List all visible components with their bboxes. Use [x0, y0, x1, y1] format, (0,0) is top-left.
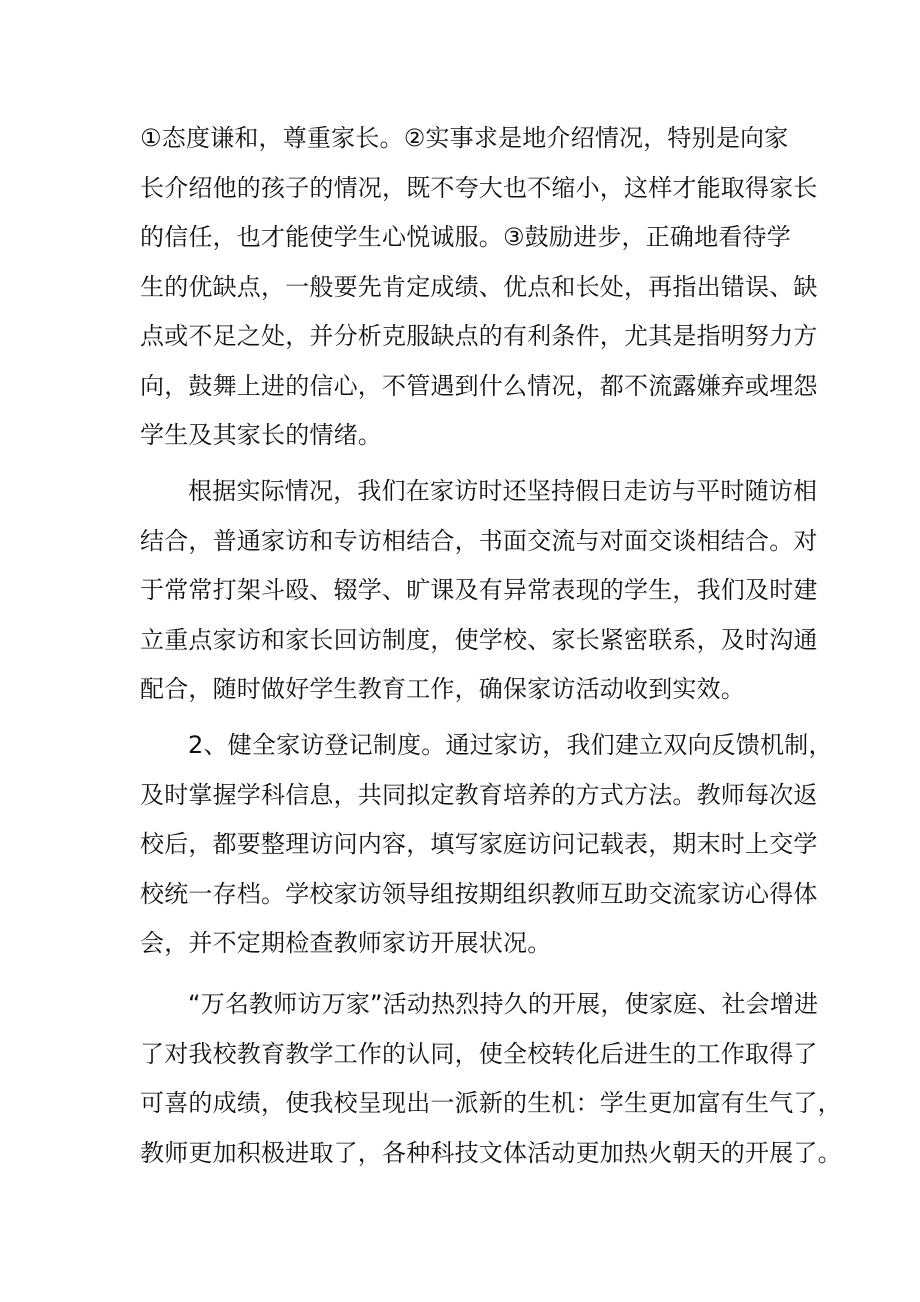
- text-line: 于常常打架斗殴、辍学、旷课及有异常表现的学生，我们及时建: [140, 576, 818, 604]
- paragraph-activity-results: [140, 980, 842, 1178]
- text-line: ①态度谦和，尊重家长。②实事求是地介绍情况，特别是向家: [140, 124, 789, 152]
- text-line: 教师更加积极进取了，各种科技文体活动更加热火朝天的开展了。: [140, 1138, 842, 1167]
- text-line: 长介绍他的孩子的情况，既不夸大也不缩小，这样才能取得家长: [140, 173, 818, 202]
- text-line: 了对我校教育教学工作的认同，使全校转化后进生的工作取得了: [140, 1039, 818, 1068]
- text-line: 立重点家访和家长回访制度，使学校、家长紧密联系，及时沟通: [140, 625, 818, 654]
- text-line: 2、健全家访登记制度。通过家访，我们建立双向反馈机制，: [188, 731, 833, 759]
- paragraph-visit-methods: [140, 467, 818, 715]
- paragraph-registration-system: [140, 721, 833, 969]
- text-line: 学生及其家长的情绪。: [140, 421, 382, 449]
- text-line: 根据实际情况，我们在家访时还坚持假日走访与平时随访相: [188, 477, 818, 505]
- text-line: 会，并不定期检查教师家访开展状况。: [140, 929, 552, 957]
- text-line: 可喜的成绩，使我校呈现出一派新的生机：学生更加富有生气了，: [140, 1089, 842, 1117]
- text-line: 向，鼓舞上进的信心，不管遇到什么情况，都不流露嫌弃或埋怨: [140, 371, 818, 400]
- text-line: 校后，都要整理访问内容，填写家庭访问记载表，期末时上交学: [140, 830, 818, 858]
- text-line: 校统一存档。学校家访领导组按期组织教师互助交流家访心得体: [140, 879, 818, 908]
- paragraph-principles: [140, 114, 818, 461]
- text-line: 的信任，也才能使学生心悦诚服。③鼓励进步，正确地看待学: [140, 223, 791, 251]
- text-line: 结合，普通家访和专访相结合，书面交流与对面交谈相结合。对: [140, 526, 818, 555]
- text-line: “万名教师访万家”活动热烈持久的开展，使家庭、社会增进: [188, 990, 819, 1018]
- text-line: 及时掌握学科信息，共同拟定教育培养的方式方法。教师每次返: [140, 780, 818, 809]
- text-line: 生的优缺点，一般要先肯定成绩、优点和长处，再指出错误、缺: [140, 272, 818, 301]
- text-line: 配合，随时做好学生教育工作，确保家访活动收到实效。: [140, 675, 745, 703]
- text-line: 点或不足之处，并分析克服缺点的有利条件，尤其是指明努力方: [140, 322, 818, 350]
